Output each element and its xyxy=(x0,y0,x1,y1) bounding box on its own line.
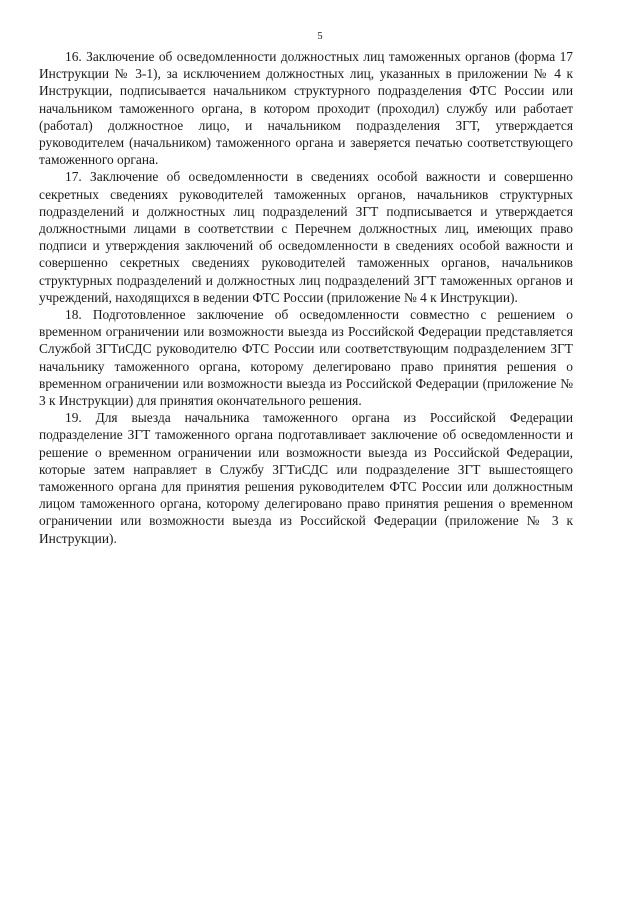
paragraph-16: 16. Заключение об осведомленности должностных лиц таможенных органов (форма 17 Инструкции № 3-1), за исключением должностных лиц, указанных в приложении № 4 к Инструкции, подписывается начальником структурного подразделения ФТС России или начальником таможенного органа, в котором проходит (проходил) службу или работает (работал) должностное лицо, и начальником подразделения ЗГТ, утверждается руководителем (начальником) таможенного органа и заверяется печатью соответствующего таможенного органа. xyxy=(39,49,573,168)
paragraph-17: 17. Заключение об осведомленности в сведениях особой важности и совершенно секретных сведениях руководителей таможенных органов, начальников структурных подразделений и должностных лиц подразделений ЗГТ подписывается и утверждается должностными лицами в соответствии с Перечнем должностных лиц, имеющих право подписи и утверждения заключений об осведомленности в сведениях особой важности и совершенно секретных сведениях руководителей таможенных органов, начальников структурных подразделений и должностных лиц подразделений ЗГТ таможенных органов и учреждений, находящихся в ведении ФТС России (приложение № 4 к Инструкции). xyxy=(39,169,573,305)
document-body xyxy=(39,48,573,547)
page-number: 5 xyxy=(317,31,323,42)
paragraph-18: 18. Подготовленное заключение об осведомленности совместно с решением о временном ограничении или возможности выезда из Российской Федерации представляется Службой ЗГТиСДС руководителю ФТС России или соответствующим подразделением ЗГТ начальнику таможенного органа, которому делегировано право принятия решения о временном ограничении или возможности выезда из Российской Федерации (приложение № 3 к Инструкции) для принятия окончательного решения. xyxy=(39,307,573,409)
paragraph-19: 19. Для выезда начальника таможенного органа из Российской Федерации подразделение ЗГТ таможенного органа подготавливает заключение об осведомленности и решение о временном ограничении или возможности выезда из Российской Федерации, которые затем направляет в Службу ЗГТиСДС или подразделение ЗГТ вышестоящего таможенного органа для принятия решения руководителем ФТС России или должностным лицом таможенного органа, которому делегировано право принятия решения о временном ограничении или возможности выезда из Российской Федерации (приложение № 3 к Инструкции). xyxy=(39,410,573,546)
